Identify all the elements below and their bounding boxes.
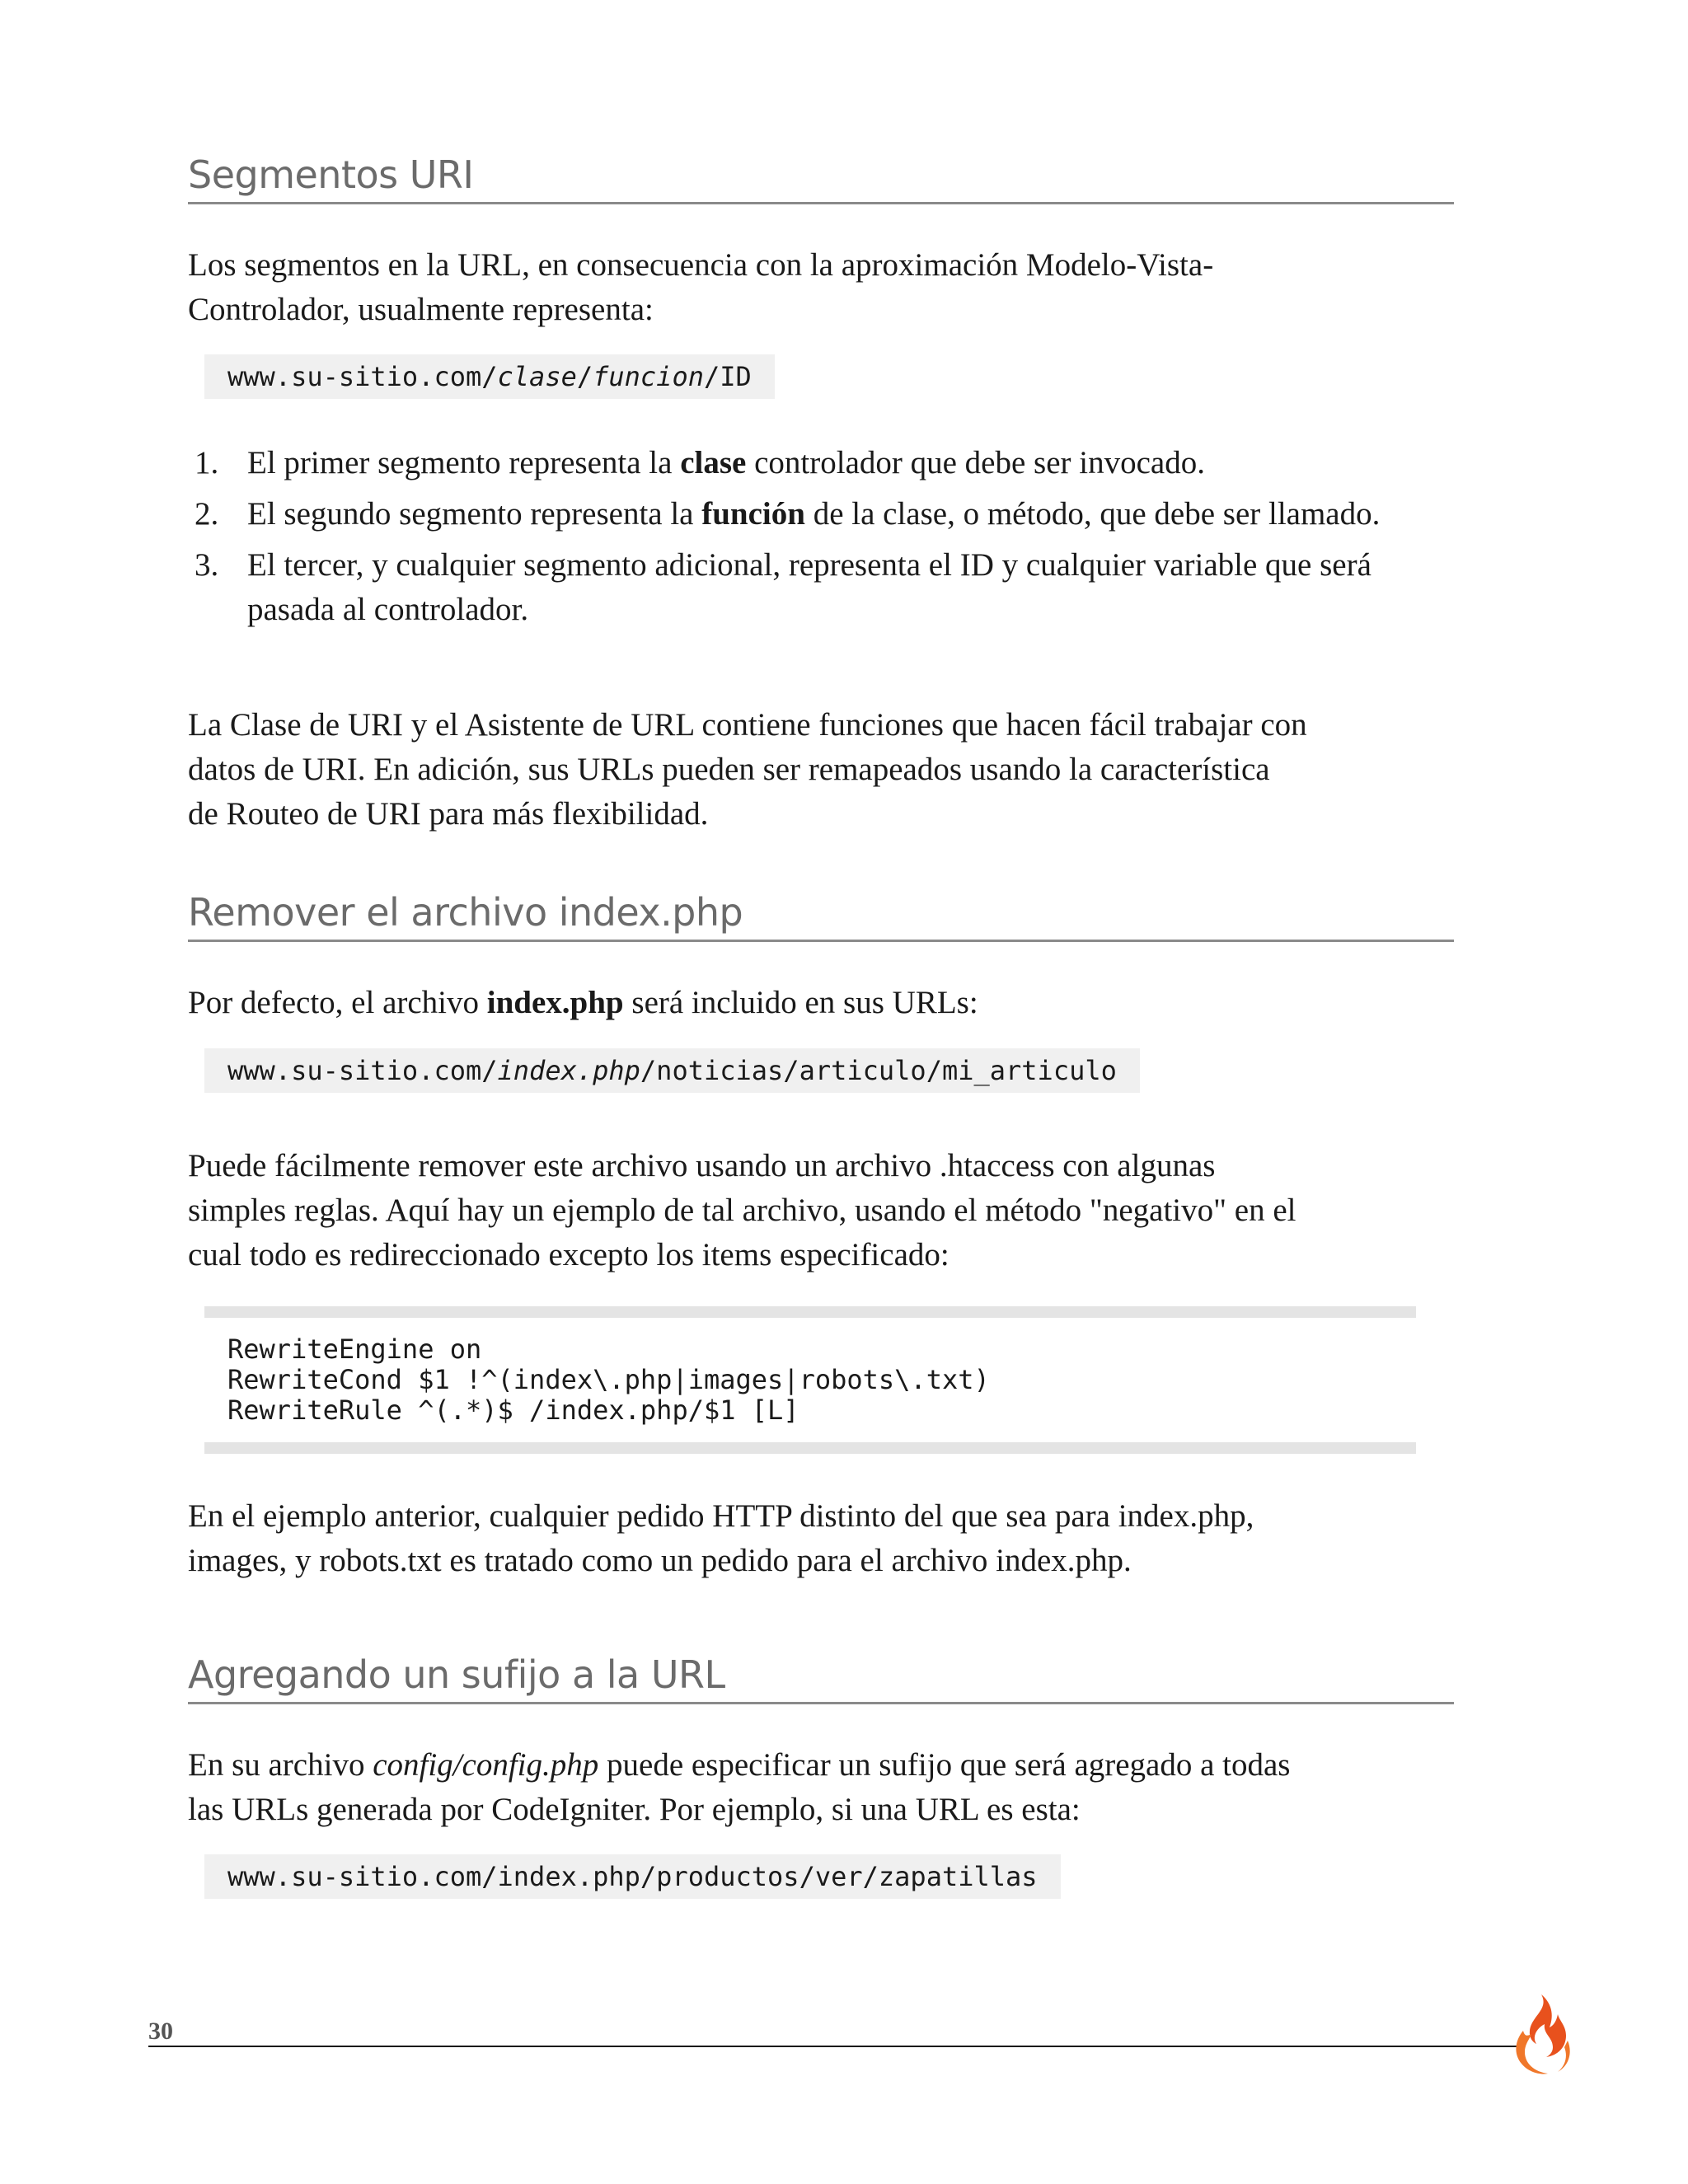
list-item [188, 543, 1454, 632]
paragraph-line: Puede fácilmente remover este archivo usando un archivo .htaccess con algunas [188, 1148, 1216, 1183]
code-class: clase [497, 361, 577, 392]
intro-bold: index.php [486, 985, 624, 1020]
paragraph-line: En el ejemplo anterior, cualquier pedido HTTP distinto del que sea para index.php, [188, 1498, 1254, 1534]
paragraph-line: images, y robots.txt es tratado como un pedido para el archivo index.php. [188, 1543, 1132, 1578]
segmentos-intro-line2: Controlador, usualmente representa: [188, 292, 654, 327]
segmentos-intro-line1: Los segmentos en la URL, en consecuencia con la aproximación Modelo-Vista- [188, 247, 1214, 283]
uri-segments-code [204, 354, 775, 399]
paragraph-line: datos de URI. En adición, sus URLs pueden ser remapeados usando la característica [188, 752, 1270, 787]
code-italic: index.php [497, 1055, 640, 1086]
intro-text: será incluido en sus URLs: [623, 985, 978, 1020]
paragraph-line: La Clase de URI y el Asistente de URL contiene funciones que hacen fácil trabajar con [188, 707, 1307, 743]
intro-italic: config/config.php [373, 1747, 599, 1783]
remover-intro [188, 981, 978, 1025]
htaccess-code-block: RewriteEngine on RewriteCond $1 !^(index\.php|images|robots\.txt) RewriteRule ^(.*)$ /index.php/$1 [L] [204, 1306, 1416, 1454]
intro-text: En su archivo [188, 1747, 373, 1783]
list-number: 1. [195, 445, 219, 480]
uri-class-paragraph [188, 703, 1307, 837]
list-bold: función [701, 496, 805, 532]
list-bold: clase [680, 445, 747, 480]
list-text: El tercer, y cualquier segmento adicional, representa el ID y cualquier variable que será pasada al controlador. [247, 547, 1372, 627]
code-function: funcion [593, 361, 704, 392]
list-text: El primer segmento representa la [247, 445, 681, 480]
list-item [188, 492, 1454, 537]
htaccess-paragraph [188, 1144, 1296, 1277]
index-url-code [204, 1048, 1140, 1093]
code-prefix: www.su-sitio.com/ [227, 361, 498, 392]
intro-text: puede especificar un sufijo que será agregado a todas [598, 1747, 1291, 1783]
list-text: El segundo segmento representa la [247, 496, 702, 532]
flame-icon-svg [1507, 1993, 1581, 2079]
intro-text: las URLs generada por CodeIgniter. Por ejemplo, si una URL es esta: [188, 1792, 1081, 1827]
segments-list [188, 441, 1454, 639]
code-prefix: www.su-sitio.com/ [227, 1055, 498, 1086]
example-explanation [188, 1494, 1254, 1583]
intro-text: Por defecto, el archivo [188, 985, 487, 1020]
paragraph-line: de Routeo de URI para más flexibilidad. [188, 796, 709, 832]
list-text: de la clase, o método, que debe ser llamado. [804, 496, 1381, 532]
flame-icon [1507, 1993, 1581, 2079]
segmentos-intro [188, 243, 1213, 332]
section-title-segmentos-uri: Segmentos URI [188, 152, 1454, 204]
list-text: controlador que debe ser invocado. [746, 445, 1205, 480]
list-item [188, 441, 1454, 485]
code-suffix: /noticias/articulo/mi_articulo [640, 1055, 1117, 1086]
page-number: 30 [148, 2018, 173, 2045]
footer-divider [148, 2046, 1517, 2047]
section-title-sufijo: Agregando un sufijo a la URL [188, 1652, 1454, 1704]
code-sep: / [576, 361, 593, 392]
code-suffix: /ID [703, 361, 752, 392]
paragraph-line: cual todo es redireccionado excepto los items especificado: [188, 1237, 950, 1272]
list-number: 2. [195, 496, 219, 532]
sufijo-url-code: www.su-sitio.com/index.php/productos/ver/zapatillas [204, 1854, 1061, 1899]
list-number: 3. [195, 547, 219, 583]
sufijo-intro [188, 1743, 1291, 1832]
paragraph-line: simples reglas. Aquí hay un ejemplo de tal archivo, usando el método "negativo" en el [188, 1193, 1296, 1228]
section-title-remover-index: Remover el archivo index.php [188, 890, 1454, 942]
